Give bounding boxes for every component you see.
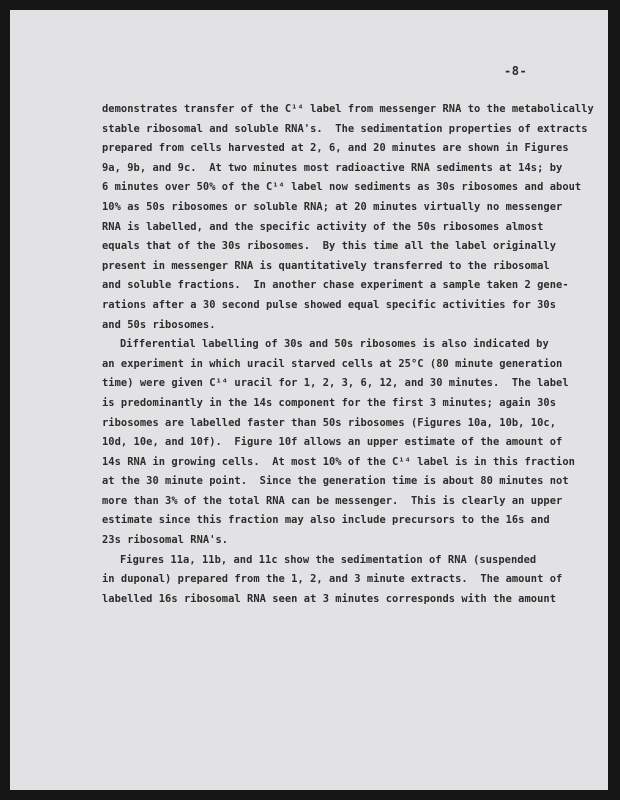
typed-page <box>10 10 608 790</box>
text-line: 10% as 50s ribosomes or soluble RNA; at 20 minutes virtually no messenger <box>102 200 563 213</box>
text-line: 9a, 9b, and 9c. At two minutes most radioactive RNA sediments at 14s; by <box>102 161 563 174</box>
paragraph-2 <box>102 335 576 551</box>
text-line: an experiment in which uracil starved cells at 25°C (80 minute generation <box>102 357 563 370</box>
text-line: demonstrates transfer of the C¹⁴ label from messenger RNA to the metabolically <box>102 103 594 115</box>
text-line: and 50s ribosomes. <box>102 318 216 331</box>
text-line: estimate since this fraction may also include precursors to the 16s and <box>102 514 550 527</box>
text-line: time) were given C¹⁴ uracil for 1, 2, 3, 6, 12, and 30 minutes. The label <box>102 377 569 390</box>
text-line: rations after a 30 second pulse showed equal specific activities for 30s <box>102 298 557 311</box>
text-line: Differential labelling of 30s and 50s ribosomes is also indicated by <box>120 338 549 351</box>
text-line: stable ribosomal and soluble RNA's. The sedimentation properties of extracts <box>102 122 588 135</box>
text-line: ribosomes are labelled faster than 50s ribosomes (Figures 10a, 10b, 10c, <box>102 416 557 429</box>
text-line: equals that of the 30s ribosomes. By this time all the label originally <box>102 240 557 253</box>
text-line: labelled 16s ribosomal RNA seen at 3 minutes corresponds with the amount <box>102 592 557 605</box>
text-line: present in messenger RNA is quantitatively transferred to the ribosomal <box>102 259 550 272</box>
text-line: 6 minutes over 50% of the C¹⁴ label now sediments as 30s ribosomes and about <box>102 181 582 194</box>
paragraph-3 <box>102 551 576 610</box>
text-line: is predominantly in the 14s component for the first 3 minutes; again 30s <box>102 396 557 409</box>
page-number: -8- <box>504 64 528 78</box>
paragraph-1 <box>102 100 594 335</box>
text-line: more than 3% of the total RNA can be messenger. This is clearly an upper <box>102 494 563 507</box>
text-line: 14s RNA in growing cells. At most 10% of the C¹⁴ label is in this fraction <box>102 455 575 468</box>
text-line: and soluble fractions. In another chase experiment a sample taken 2 gene- <box>102 279 569 292</box>
body-text <box>102 100 594 609</box>
text-line: Figures 11a, 11b, and 11c show the sedimentation of RNA (suspended <box>120 553 537 566</box>
text-line: prepared from cells harvested at 2, 6, and 20 minutes are shown in Figures <box>102 142 569 155</box>
text-line: RNA is labelled, and the specific activity of the 50s ribosomes almost <box>102 220 544 233</box>
text-line: at the 30 minute point. Since the generation time is about 80 minutes not <box>102 475 569 488</box>
text-line: 23s ribosomal RNA's. <box>102 534 229 547</box>
text-line: 10d, 10e, and 10f). Figure 10f allows an upper estimate of the amount of <box>102 436 563 449</box>
text-line: in duponal) prepared from the 1, 2, and 3 minute extracts. The amount of <box>102 573 563 586</box>
